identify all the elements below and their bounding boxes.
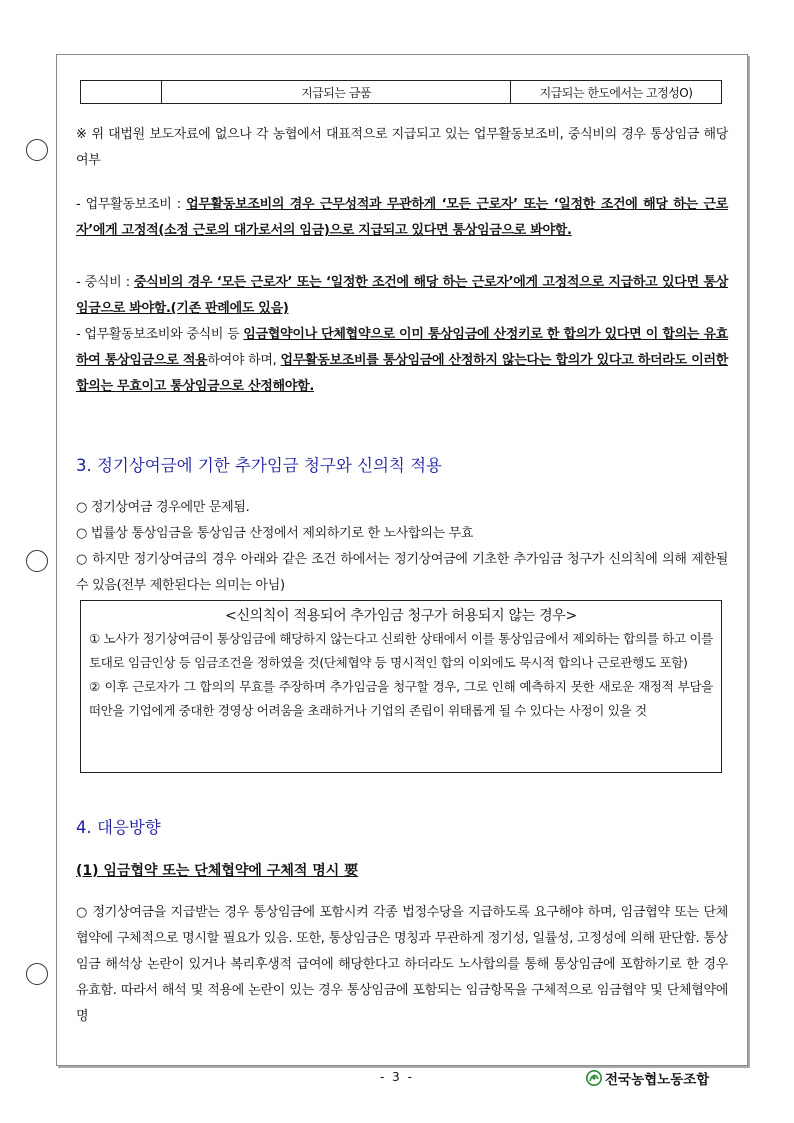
binder-hole-icon — [26, 550, 48, 572]
paragraph-agreement — [76, 322, 728, 400]
paragraph-label: - 업무활동보조비 : — [76, 197, 187, 212]
paragraph-response: ○ 정기상여금을 지급받는 경우 통상임금에 포함시켜 각종 법정수당을 지급하도록 요구해야 하며, 임금협약 또는 단체협약에 구체적으로 명시할 필요가 있음. 또한, 통상임금은 명칭과 무관하게 정기성, 일률성, 고정성에 의해 판단함. 통상임금 해석상 논란이 있거나 복리후생적 급여에 해당한다고 하더라도 노사합의를 통해 통상임금에 포함하기로 한 경우 유효함. 따라서 해석 및 적용에 논란이 있는 경우 통상임금에 포함되는 임금항목을 구체적으로 임금협약 및 단체협약에 명 — [76, 905, 728, 1024]
table-row — [80, 80, 722, 104]
paragraph-meal-allowance — [76, 270, 728, 322]
list-item: ○ 법률상 통상임금을 통상임금 산정에서 제외하기로 한 노사합의는 무효 — [76, 526, 474, 541]
subsection-title: (1) 임금협약 또는 단체협약에 구체적 명시 要 — [76, 863, 359, 879]
paragraph-label: - 중식비 : — [76, 275, 135, 290]
note-intro: ※ 위 대법원 보도자료에 없으나 각 농협에서 대표적으로 지급되고 있는 업무활동보조비, 중식비의 경우 통상임금 해당 여부 — [76, 127, 728, 168]
list-item: ○ 정기상여금 경우에만 문제됨. — [76, 500, 250, 515]
paragraph-text: 하여야 하며, — [207, 353, 281, 368]
paragraph-label: - 업무활동보조비와 중식비 등 — [76, 327, 244, 342]
box-item: ① 노사가 정기상여금이 통상임금에 해당하지 않는다고 신뢰한 상태에서 이를 통상임금에서 제외하는 합의를 하고 이를 토대로 임금인상 등 임금조건을 정하였을 것(단체협약 등 명시적인 합의 이외에도 묵시적 합의나 근로관행도 포함) — [89, 631, 713, 670]
emphasis-text: 업무활동보조비를 통상임금에 산정하지 않는다는 합의가 있다고 하더라도 이러한 합의는 무효이고 통상임금으로 산정해야함. — [76, 353, 728, 394]
box-item: ② 이후 근로자가 그 합의의 무효를 주장하며 추가임금을 청구할 경우, 그로 인해 예측하지 못한 새로운 재정적 부담을 떠안을 기업에게 중대한 경영상 어려움을 초래하거나 기업의 존립이 위태롭게 될 수 있다는 사정이 있을 것 — [89, 679, 713, 718]
org-name: 전국농협노동조합 — [605, 1072, 710, 1088]
table-cell: 지급되는 금품 — [162, 81, 511, 103]
page-number: - 3 - — [380, 1070, 414, 1084]
list-item: ○ 하지만 정기상여금의 경우 아래와 같은 조건 하에서는 정기상여금에 기초한 추가임금 청구가 신의칙에 의해 제한될 수 있음(전부 제한된다는 의미는 아님) — [76, 552, 728, 593]
condition-box — [80, 600, 722, 773]
binder-hole-icon — [26, 139, 48, 161]
section-4-title: 4. 대응방향 — [76, 818, 161, 837]
section-3-title: 3. 정기상여금에 기한 추가임금 청구와 신의칙 적용 — [76, 456, 442, 475]
binder-hole-icon — [26, 963, 48, 985]
emphasis-text: 중식비의 경우 ‘모든 근로자’ 또는 ‘일정한 조건에 해당 하는 근로자’에게 고정적으로 지급하고 있다면 통상임금으로 봐야함.(기존 판례에도 있음) — [76, 275, 728, 316]
org-logo — [586, 1068, 709, 1088]
table-cell: 지급되는 한도에서는 고정성O) — [539, 85, 693, 100]
table-cell — [81, 81, 162, 103]
emphasis-text: 업무활동보조비의 경우 근무성적과 무관하게 ‘모든 근로자’ 또는 ‘일정한 조건에 해당 하는 근로자’에게 고정적(소정 근로의 대가로서의 임금)으로 지급되고 있다면 통상임금으로 봐야함. — [76, 197, 728, 238]
union-logo-icon — [586, 1070, 602, 1086]
emphasis-text: 임금협약이나 단체협약으로 이미 통상임금에 산정키로 한 합의가 있다면 이 합의는 유효하여 통상임금으로 적용 — [76, 327, 728, 368]
paragraph-activity-allowance — [76, 192, 728, 244]
box-title: <신의칙이 적용되어 추가임금 청구가 허용되지 않는 경우> — [225, 608, 577, 624]
